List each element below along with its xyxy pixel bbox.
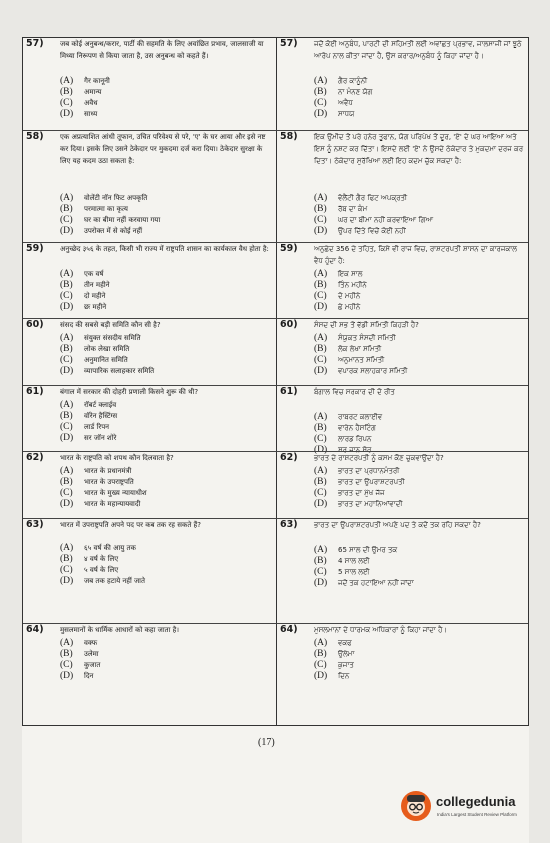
question-text: ਅਨੁਛੇਦ 356 ਦੇ ਤਹਿਤ, ਕਿਸੇ ਵੀ ਰਾਜ ਵਿਚ, ਰਾਸ਼ਟਰਪਤੀ ਸ਼ਾਸਨ ਦਾ ਕਾਰਜਕਾਲ ਵੈਧ ਹੁੰਦਾ ਹੈ: xyxy=(314,245,517,265)
question-text: ਭਾਰਤ ਦੇ ਰਾਸ਼ਟਰਪਤੀ ਨੂੰ ਕਸਮ ਕੌਣ ਚੁਕਵਾਉਂਦਾ ਹੈ? xyxy=(314,454,444,462)
option-text: भारत के मुख्य न्यायाधीश xyxy=(84,489,147,497)
answer-option xyxy=(314,638,524,649)
option-text: लोक लेखा समिति xyxy=(84,345,130,353)
option-text: ਲੋਕ ਲੇਖਾ ਸਮਿਤੀ xyxy=(338,345,382,353)
option-text: ਗੈਰ ਕਾਨੂੰਨੀ xyxy=(338,77,368,85)
option-letter: (C) xyxy=(60,565,73,575)
option-letter: (C) xyxy=(314,567,327,577)
option-letter: (D) xyxy=(314,226,328,236)
option-letter: (C) xyxy=(60,291,73,301)
option-letter: (B) xyxy=(60,87,73,97)
question-left-column xyxy=(23,386,276,452)
option-letter: (B) xyxy=(60,649,73,659)
answer-option xyxy=(60,554,270,565)
option-text: ਜਦੋਂ ਤਕ ਹਟਾਇਆ ਨਹੀਂ ਜਾਂਦਾ xyxy=(338,579,414,587)
question-number: 61) xyxy=(280,386,298,397)
answer-option xyxy=(60,433,270,444)
question-text: जब कोई अनुबन्ध/करार, पार्टी की सहमति के लिए अवांछित प्रभाव, जालसाजी या मिथ्या निरूपण से किया जाता है, उस अनुबन्ध को कहते हैं। xyxy=(60,40,264,60)
question-table xyxy=(22,37,529,726)
option-text: व्यापारिक सलाहकार समिति xyxy=(84,367,155,375)
answer-option xyxy=(314,98,524,109)
question-row xyxy=(23,623,528,728)
option-letter: (C) xyxy=(314,215,327,225)
option-letter: (A) xyxy=(60,269,74,279)
option-text: ਵਾਰੇਨ ਹੈਸਟਿੰਗ xyxy=(338,424,376,432)
option-letter: (D) xyxy=(60,671,74,681)
option-text: परमात्मा का कृत्य xyxy=(84,205,128,213)
option-text: ਸੰਯੁਕਤ ਸੰਸਦੀ ਸਮਿਤੀ xyxy=(338,334,396,342)
question-text: ਸੰਸਦ ਦੀ ਸਭ ਤੋਂ ਵੱਡੀ ਸਮਿਤੀ ਕਿਹੜੀ ਹੈ? xyxy=(314,321,419,329)
answer-option xyxy=(314,412,524,423)
question-text: अनुच्छेद ३५६ के तहत, किसी भी राज्य में राष्ट्रपति शासन का कार्यकाल वैध होता है: xyxy=(60,245,269,253)
option-text: ਸਰ ਜਾਨ ਸ਼ੋਰ xyxy=(338,446,372,454)
option-text: रॉबर्ट क्लाईव xyxy=(84,401,117,409)
option-text: ६५ वर्ष की आयु तक xyxy=(84,544,136,552)
option-text: ਕੁਜਾਤ xyxy=(338,661,354,669)
answer-option xyxy=(60,193,270,204)
question-text: भारत में उपराष्ट्रपति अपने पद पर कब तक रह सकते हैं? xyxy=(60,521,201,529)
question-number: 62) xyxy=(280,452,298,463)
question-right-column xyxy=(277,624,530,728)
answer-option xyxy=(314,649,524,660)
answer-option xyxy=(314,76,524,87)
option-letter: (C) xyxy=(314,488,327,498)
answer-option xyxy=(314,87,524,98)
option-text: ਦਿਨ xyxy=(338,672,350,680)
question-left-column xyxy=(23,519,276,624)
option-text: ४ वर्ष के लिए xyxy=(84,555,119,563)
answer-option xyxy=(314,466,524,477)
question-right-column xyxy=(277,452,530,519)
option-letter: (B) xyxy=(314,344,327,354)
option-text: जब तक हटाये नहीं जाते xyxy=(84,577,145,585)
option-letter: (C) xyxy=(60,355,73,365)
option-letter: (D) xyxy=(314,302,328,312)
option-letter: (B) xyxy=(314,87,327,97)
question-number: 62) xyxy=(26,452,44,463)
option-text: ਭਾਰਤ ਦਾ ਪ੍ਰਧਾਨਮੰਤਰੀ xyxy=(338,467,400,475)
answer-option xyxy=(60,411,270,422)
option-text: लार्ड रिपन xyxy=(84,423,110,431)
answer-option xyxy=(314,499,524,510)
option-letter: (A) xyxy=(314,333,328,343)
answer-option xyxy=(60,226,270,237)
option-letter: (C) xyxy=(60,422,73,432)
question-number: 59) xyxy=(26,243,44,254)
collegedunia-logo xyxy=(400,788,550,828)
option-letter: (C) xyxy=(60,98,73,108)
question-row xyxy=(23,318,528,386)
answer-option xyxy=(314,269,524,280)
option-text: अमान्य xyxy=(84,88,102,96)
option-text: ਅਨੁਮਾਨਤ ਸਮਿਤੀ xyxy=(338,356,385,364)
answer-option xyxy=(314,109,524,120)
question-left-column xyxy=(23,243,276,319)
answer-option xyxy=(60,366,270,377)
option-letter: (D) xyxy=(60,433,74,443)
option-letter: (A) xyxy=(314,269,328,279)
question-text: ਇਕ ਉਮੀਦ ਤੋਂ ਪਰੇ ਹਨੇਰ ਤੂਫਾਨ, ਯੋਗ ਪਰਿਪੇਖ ਤੋਂ ਦੂਰ, 'ਏ' ਦੇ ਘਰ ਆਇਆ ਅਤੇ ਇਸ ਨੂੰ ਨਸ਼ਟ ਕਰ ਦਿੱਤਾ। ਇਸਦੇ ਲਈ 'ਏ' ਨੇ ਉਸਦੇ ਠੇਕੇਦਾਰ ਤੇ ਮੁਕਦਮਾ ਦਰਜ ਕਰ ਦਿਤਾ। ਠੇਕੇਦਾਰ ਸੁਰੱਖਿਆ ਲਈ ਇਹ ਕਦਮ ਚੁੱਕ ਸਕਦਾ ਹੈ: xyxy=(314,133,524,165)
question-right-column xyxy=(277,243,530,319)
answer-option xyxy=(314,226,524,237)
answer-option xyxy=(314,344,524,355)
option-letter: (C) xyxy=(60,215,73,225)
answer-option xyxy=(60,302,270,313)
option-letter: (D) xyxy=(60,109,74,119)
answer-option xyxy=(60,291,270,302)
option-letter: (A) xyxy=(60,76,74,86)
option-text: ਦੋ ਮਹੀਨੇ xyxy=(338,292,361,300)
option-text: उलेमा xyxy=(84,650,99,658)
answer-option xyxy=(60,488,270,499)
answer-option xyxy=(314,215,524,226)
answer-option xyxy=(314,477,524,488)
question-text: भारत के राष्ट्रपति को शपथ कौन दिलवाता है? xyxy=(60,454,174,462)
option-text: ਤਿੰਨ ਮਹੀਨੇ xyxy=(338,281,367,289)
answer-option xyxy=(60,215,270,226)
question-right-column xyxy=(277,519,530,624)
question-number: 60) xyxy=(26,319,44,330)
question-row xyxy=(23,38,528,130)
option-letter: (D) xyxy=(314,445,328,455)
option-text: ਉਪਰ ਦਿੱਤੇ ਵਿਚੋਂ ਕੋਈ ਨਹੀਂ xyxy=(338,227,406,235)
option-text: ਉਲੇਮਾ xyxy=(338,650,355,658)
question-number: 64) xyxy=(26,624,44,635)
option-letter: (A) xyxy=(314,412,328,422)
question-number: 57) xyxy=(280,38,298,49)
option-letter: (D) xyxy=(60,499,74,509)
option-text: ਘਰ ਦਾ ਬੀਮਾ ਨਹੀਂ ਕਰਵਾਇਆ ਗਿਆ xyxy=(338,216,434,224)
question-number: 64) xyxy=(280,624,298,635)
answer-option xyxy=(60,565,270,576)
option-text: संयुक्त संसदीय समिति xyxy=(84,334,141,342)
option-text: ਵਕਫ xyxy=(338,639,352,647)
option-letter: (B) xyxy=(60,554,73,564)
option-text: ਲਾਰਡ ਰਿਪਨ xyxy=(338,435,372,443)
option-letter: (A) xyxy=(60,543,74,553)
option-text: ਰੱਬ ਦਾ ਕੰਮ xyxy=(338,205,368,213)
option-text: 4 ਸਾਲ ਲਈ xyxy=(338,557,370,565)
option-letter: (A) xyxy=(60,638,74,648)
option-letter: (A) xyxy=(60,466,74,476)
option-text: कुजात xyxy=(84,661,101,669)
option-letter: (D) xyxy=(60,226,74,236)
option-letter: (B) xyxy=(314,423,327,433)
option-letter: (D) xyxy=(314,109,328,119)
question-row xyxy=(23,130,528,243)
question-number: 61) xyxy=(26,386,44,397)
option-text: ਛੇ ਮਹੀਨੇ xyxy=(338,303,361,311)
answer-option xyxy=(314,545,524,556)
answer-option xyxy=(60,499,270,510)
answer-option xyxy=(314,423,524,434)
question-text: एक अप्रत्याशित आंधी तूफान, उचित परिवेश्य से परे, 'ए' के घर आया और इसे नष्ट कर दिया। इसके लिए उसने ठेकेदार पर मुकदमा दर्ज करा दिया। ठेकेदार सुरक्षा के लिए यह कदम उठा सकता है: xyxy=(60,133,266,165)
logo-tagline: India's Largest Student Review Platform xyxy=(437,812,517,817)
question-left-column xyxy=(23,131,276,243)
option-letter: (C) xyxy=(60,488,73,498)
answer-option xyxy=(60,204,270,215)
answer-option xyxy=(60,649,270,660)
option-text: ਵਪਾਰਕ ਸਲਾਹਕਾਰ ਸਮਿਤੀ xyxy=(338,367,408,375)
option-letter: (B) xyxy=(314,556,327,566)
answer-option xyxy=(314,280,524,291)
question-number: 59) xyxy=(280,243,298,254)
option-text: ਭਾਰਤ ਦਾ ਉਪਰਾਸ਼ਟਰਪਤੀ xyxy=(338,478,405,486)
collegedunia-face-icon xyxy=(400,790,432,822)
option-letter: (B) xyxy=(314,280,327,290)
answer-option xyxy=(60,280,270,291)
answer-option xyxy=(60,466,270,477)
answer-option xyxy=(60,98,270,109)
option-text: ਵੋਲੈਂਟੀ ਗੈਰ ਫਿਟ ਅਪਕ੍ਰਤੀ xyxy=(338,194,408,202)
answer-option xyxy=(314,204,524,215)
answer-option xyxy=(314,578,524,589)
option-letter: (B) xyxy=(60,477,73,487)
option-letter: (C) xyxy=(314,291,327,301)
option-letter: (B) xyxy=(60,204,73,214)
option-letter: (B) xyxy=(314,204,327,214)
option-text: 65 ਸਾਲ ਦੀ ਉਮਰ ਤਕ xyxy=(338,546,398,554)
option-text: ५ वर्ष के लिए xyxy=(84,566,119,574)
question-row xyxy=(23,518,528,624)
answer-option xyxy=(60,576,270,587)
question-right-column xyxy=(277,131,530,243)
question-text: बंगाल में सरकार की दोहरी प्रणाली किसने शुरू की थी? xyxy=(60,388,199,396)
option-text: भारत के महान्यायवादी xyxy=(84,500,141,508)
question-row xyxy=(23,242,528,319)
option-text: ਭਾਰਤ ਦਾ ਮੁੱਖ ਜੱਜ xyxy=(338,489,385,497)
answer-option xyxy=(60,477,270,488)
answer-option xyxy=(314,434,524,445)
option-text: दिन xyxy=(84,672,94,680)
option-text: सर जॉन शोरे xyxy=(84,434,117,442)
answer-option xyxy=(60,333,270,344)
option-text: गैर कानूनी xyxy=(84,77,110,85)
question-left-column xyxy=(23,452,276,519)
option-text: छः महीने xyxy=(84,303,107,311)
option-text: ਅਵੈਧ xyxy=(338,99,353,107)
option-letter: (B) xyxy=(314,477,327,487)
option-text: अनुमानित समिति xyxy=(84,356,128,364)
option-letter: (D) xyxy=(60,576,74,586)
question-number: 60) xyxy=(280,319,298,330)
answer-option xyxy=(60,355,270,366)
option-text: भारत के उपराष्ट्रपति xyxy=(84,478,134,486)
option-text: तीन महीने xyxy=(84,281,110,289)
option-text: वॉरेन हैस्टिंग्स xyxy=(84,412,118,420)
answer-option xyxy=(314,556,524,567)
option-letter: (A) xyxy=(60,193,74,203)
question-text: ਭਾਰਤ ਦਾ ਉਪਰਾਸ਼ਟਰਪਤੀ ਅਪਣੇ ਪਦ ਤੇ ਕਦੋਂ ਤਕ ਰਹਿ ਸਕਦਾ ਹੈ? xyxy=(314,521,481,529)
question-left-column xyxy=(23,624,276,728)
answer-option xyxy=(314,193,524,204)
option-letter: (B) xyxy=(60,411,73,421)
answer-option xyxy=(314,355,524,366)
option-text: वक्फ xyxy=(84,639,98,647)
option-letter: (B) xyxy=(60,280,73,290)
option-letter: (D) xyxy=(314,578,328,588)
option-letter: (C) xyxy=(60,660,73,670)
option-letter: (A) xyxy=(314,193,328,203)
question-number: 63) xyxy=(26,519,44,530)
option-text: साध्य xyxy=(84,110,98,118)
option-letter: (A) xyxy=(314,545,328,555)
option-text: 5 ਸਾਲ ਲਈ xyxy=(338,568,370,576)
question-number: 58) xyxy=(26,131,44,142)
answer-option xyxy=(60,344,270,355)
option-letter: (C) xyxy=(314,660,327,670)
option-letter: (B) xyxy=(314,649,327,659)
option-text: एक वर्ष xyxy=(84,270,104,278)
option-letter: (A) xyxy=(60,400,74,410)
answer-option xyxy=(314,567,524,578)
answer-option xyxy=(60,400,270,411)
option-letter: (C) xyxy=(314,355,327,365)
answer-option xyxy=(314,302,524,313)
question-text: मुसलमानों के धार्मिक आधारों को कहा जाता है। xyxy=(60,626,180,634)
option-text: ਇਕ ਸਾਲ xyxy=(338,270,363,278)
option-letter: (D) xyxy=(314,366,328,376)
option-text: भारत के प्रधानमंत्री xyxy=(84,467,132,475)
answer-option xyxy=(314,488,524,499)
question-number: 63) xyxy=(280,519,298,530)
answer-option xyxy=(60,660,270,671)
option-text: घर का बीमा नहीं करवाया गया xyxy=(84,216,161,224)
question-right-column xyxy=(277,386,530,455)
question-left-column xyxy=(23,319,276,386)
option-text: वोलेंटी नॉन फिट अपकृति xyxy=(84,194,148,202)
option-text: अवैध xyxy=(84,99,98,107)
option-letter: (D) xyxy=(60,302,74,312)
option-text: उपरोक्त में से कोई नहीं xyxy=(84,227,143,235)
question-number: 57) xyxy=(26,38,44,49)
option-letter: (D) xyxy=(314,499,328,509)
answer-option xyxy=(314,671,524,682)
option-letter: (A) xyxy=(314,466,328,476)
question-right-column xyxy=(277,38,530,130)
answer-option xyxy=(60,109,270,120)
question-text: ਬੰਗਾਲ ਵਿਚ ਸਰਕਾਰ ਦੀ ਦੋ ਰੀਤ xyxy=(314,388,395,396)
answer-option xyxy=(314,333,524,344)
question-row xyxy=(23,451,528,519)
option-letter: (A) xyxy=(314,76,328,86)
option-letter: (B) xyxy=(60,344,73,354)
option-letter: (C) xyxy=(314,98,327,108)
question-left-column xyxy=(23,38,276,130)
option-letter: (A) xyxy=(314,638,328,648)
question-text: ਜਦੋਂ ਕੋਈ ਅਨੁਬੰਧ, ਪਾਰਟੀ ਦੀ ਸਹਿਮਤੀ ਲਈ ਅਵਾਂਛਤ ਪ੍ਰਭਾਵ, ਜਾਲਸਾਜੀ ਜਾਂ ਝੂਠੇ ਆਰੋਪ ਨਾਲ ਕੀਤਾ ਜਾਂਦਾ ਹੈ, ਉਸ ਕਰਾਰ/ਅਨੁਬੰਧ ਨੂੰ ਕਿਹਾ ਜਾਂਦਾ ਹੈ। xyxy=(314,40,522,60)
answer-option xyxy=(314,291,524,302)
question-row xyxy=(23,385,528,455)
answer-option xyxy=(60,543,270,554)
option-letter: (D) xyxy=(60,366,74,376)
exam-page xyxy=(22,37,529,843)
logo-wordmark: collegedunia xyxy=(436,794,516,809)
page-number: (17) xyxy=(258,737,275,748)
option-letter: (C) xyxy=(314,434,327,444)
answer-option xyxy=(314,660,524,671)
option-text: ਸਾਧਯ xyxy=(338,110,355,118)
option-text: ਰਾਬਰਟ ਕਲਾਈਵ xyxy=(338,413,383,421)
option-letter: (D) xyxy=(314,671,328,681)
option-text: ਭਾਰਤ ਦਾ ਮਹਾਨਿਆਂਵਾਦੀ xyxy=(338,500,403,508)
question-text: ਮੁਸਲਮਾਨਾਂ ਦੇ ਧਾਰਮਕ ਅਧਿਕਾਰਾਂ ਨੂੰ ਕਿਹਾ ਜਾਂਦਾ ਹੈ। xyxy=(314,626,448,634)
option-text: ਨਾ ਮੰਨਣ ਯੋਗ xyxy=(338,88,373,96)
answer-option xyxy=(60,76,270,87)
answer-option xyxy=(60,269,270,280)
answer-option xyxy=(60,87,270,98)
option-text: दो महीने xyxy=(84,292,106,300)
question-right-column xyxy=(277,319,530,386)
answer-option xyxy=(60,422,270,433)
answer-option xyxy=(60,671,270,682)
answer-option xyxy=(60,638,270,649)
question-text: संसद की सबसे बड़ी समिति कौन सी है? xyxy=(60,321,161,329)
option-letter: (A) xyxy=(60,333,74,343)
question-number: 58) xyxy=(280,131,298,142)
answer-option xyxy=(314,366,524,377)
